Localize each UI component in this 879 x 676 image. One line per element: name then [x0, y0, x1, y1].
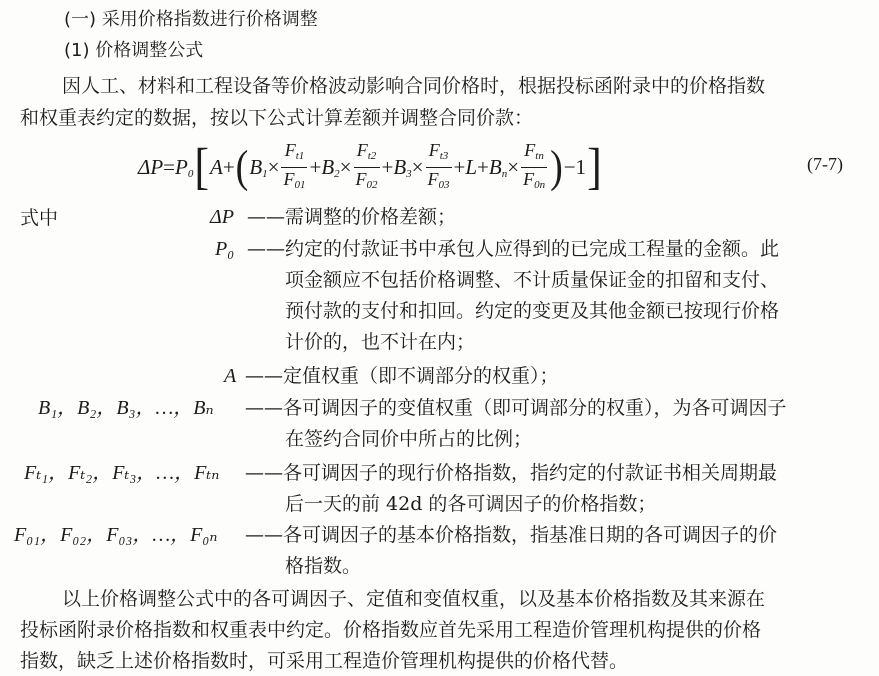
- formula-fraction-1: $\frac{F_{t1}}{F_{01}}$: [281, 139, 307, 196]
- definition-text: 在签约合同价中所占的比例；: [285, 428, 533, 450]
- definition-text: ——各可调因子的基本价格指数，指基准日期的各可调因子的价: [245, 524, 778, 546]
- definition-symbol: P₀: [215, 238, 235, 260]
- definition-text: ——各可调因子的现行价格指数，指约定的付款证书相关周期最: [245, 462, 778, 484]
- where-label: 式中: [20, 207, 59, 229]
- price-adjustment-formula: ΔP = $P_0$ [ A + ( $B_1$ × $\frac{F_{t1}}{F_{01}}$ + $B_2$ × $\frac{F_{t2}}{F_{02}}$ + $B_3$ × $\frac{F_{t3}}{F_{03}}$ + L + $B_n$ × $\frac{F_{tn}}{F_{0n}}$ ) −1 ]: [138, 138, 602, 195]
- definition-symbol: F₀₁，F₀₂，F₀₃，…，F₀ₙ: [14, 524, 218, 546]
- formula-b2: $B_2$: [321, 154, 340, 180]
- closing-paragraph-line-3: 指数，缺乏上述价格指数时，可采用工程造价管理机构提供的价格代替。: [20, 650, 629, 672]
- definition-text: ——定值权重（即不调部分的权重）；: [245, 365, 559, 387]
- definition-symbol: A: [224, 365, 237, 387]
- intro-paragraph-line-1: 因人工、材料和工程设备等价格波动影响合同价格时，根据投标函附录中的价格指数: [62, 75, 766, 97]
- definition-text: 预付款的支付和扣回。约定的变更及其他金额已按现行价格: [285, 300, 780, 322]
- definition-symbol: ΔP: [210, 206, 234, 228]
- closing-paragraph-line-1: 以上价格调整公式中的各可调因子、定值和变值权重，以及基本价格指数及其来源在: [62, 588, 766, 610]
- formula-fraction-n: $\frac{F_{tn}}{F_{0n}}$: [521, 139, 547, 196]
- right-bracket: ]: [587, 138, 602, 195]
- formula-A: A: [209, 154, 223, 179]
- formula-fraction-2: $\frac{F_{t2}}{F_{02}}$: [354, 139, 380, 196]
- formula-times: ×: [267, 154, 280, 179]
- definition-symbol: B₁，B₂，B₃，…，Bₙ: [38, 397, 214, 419]
- right-paren: ): [550, 141, 563, 193]
- formula-L: L: [465, 154, 478, 179]
- definition-text: ——需调整的价格差额；: [247, 206, 457, 228]
- formula-b3: $B_3$: [393, 154, 412, 180]
- formula-minus-one: −1: [563, 154, 587, 179]
- formula-fraction-3: $\frac{F_{t3}}{F_{03}}$: [426, 139, 452, 196]
- section-heading: (一) 采用价格指数进行价格调整: [64, 9, 318, 30]
- equation-number: (7-7): [807, 154, 843, 174]
- definition-text: ——约定的付款证书中承包人应得到的已完成工程量的金额。此: [247, 238, 780, 260]
- formula-equals: =: [163, 154, 175, 179]
- closing-paragraph-line-2: 投标函附录价格指数和权重表中约定。价格指数应首先采用工程造价管理机构提供的价格: [20, 619, 762, 641]
- formula-p0: $P_0$: [175, 154, 194, 180]
- left-paren: (: [235, 141, 249, 193]
- formula-bn: $B_n$: [488, 154, 508, 180]
- formula-lhs: ΔP: [138, 154, 164, 179]
- definition-text: 计价的，也不计在内；: [285, 331, 476, 353]
- definition-text: 项金额应不包括价格调整、不计质量保证金的扣留和支付、: [285, 269, 780, 291]
- formula-b1: $B_1$: [249, 154, 268, 180]
- formula-plus: +: [222, 154, 235, 179]
- definition-text: ——各可调因子的变值权重（即可调部分的权重），为各可调因子: [245, 397, 787, 419]
- definition-text: 后一天的前 42d 的各可调因子的价格指数；: [285, 493, 657, 515]
- definition-symbol: Fₜ₁，Fₜ₂，Fₜ₃，…，Fₜₙ: [24, 462, 220, 484]
- intro-paragraph-line-2: 和权重表约定的数据，按以下公式计算差额并调整合同价款：: [20, 107, 534, 129]
- left-bracket: [: [194, 138, 209, 195]
- definition-text: 格指数。: [285, 555, 362, 577]
- subsection-heading: (1) 价格调整公式: [64, 40, 204, 61]
